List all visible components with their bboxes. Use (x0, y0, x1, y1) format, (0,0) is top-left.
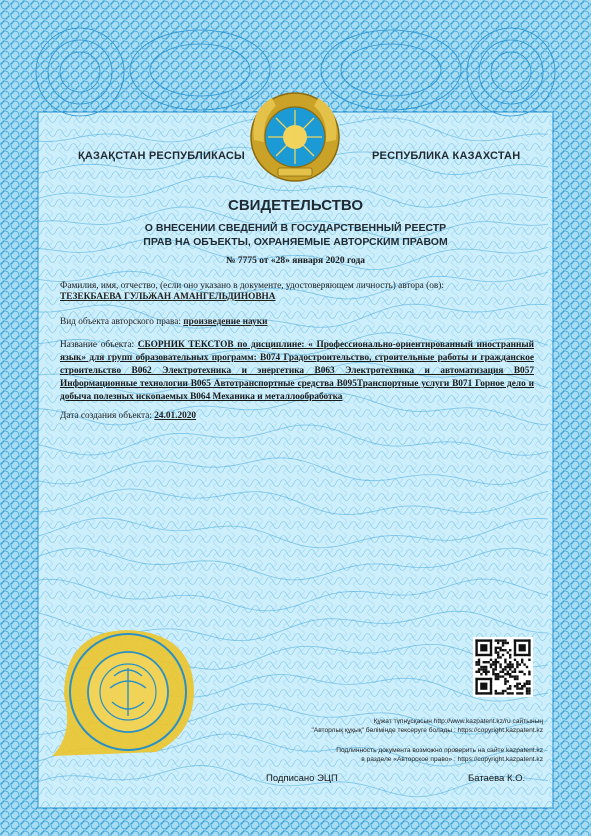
qr-module (504, 683, 506, 685)
qr-module (475, 678, 492, 680)
qr-module (516, 666, 518, 668)
country-name-russian: РЕСПУБЛИКА КАЗАХСТАН (372, 150, 521, 162)
qr-module (521, 685, 523, 687)
certificate-title: СВИДЕТЕЛЬСТВО (228, 197, 363, 214)
qr-module (490, 666, 492, 668)
qr-module (504, 666, 506, 668)
qr-module (475, 671, 477, 673)
qr-module (499, 692, 501, 694)
qr-module (526, 687, 528, 689)
qr-module (521, 661, 523, 663)
qr-module (526, 666, 528, 668)
creation-date-row (60, 411, 196, 421)
qr-module (502, 642, 504, 644)
qr-module (495, 666, 497, 668)
qr-module (504, 642, 506, 644)
qr-module (528, 687, 530, 689)
qr-module (492, 673, 494, 675)
qr-module (483, 668, 485, 670)
qr-module (499, 666, 501, 668)
qr-module (504, 649, 506, 651)
object-kind-value: произведение науки (183, 317, 268, 327)
qr-module (483, 671, 485, 673)
qr-module (495, 690, 497, 692)
qr-module (504, 668, 506, 670)
qr-module (495, 675, 497, 677)
qr-module (516, 661, 518, 663)
qr-module (502, 675, 504, 677)
qr-module (528, 680, 530, 682)
qr-module (514, 639, 516, 656)
qr-module (507, 673, 509, 675)
certificate-subtitle-line-1: О ВНЕСЕНИИ СВЕДЕНИЙ В ГОСУДАРСТВЕННЫЙ РЕЕСТР (144, 222, 447, 234)
qr-module (492, 671, 494, 673)
qr-module (499, 639, 501, 641)
qr-module (509, 654, 511, 656)
object-name-value: СБОРНИК ТЕКСТОВ по дисциплине: « Профессионально-ориентированный иностранный язык» для групп образовательных программ: В074 Градостроительство, строительные работы и гражданское строительство В062 Электротехника и энергетика В063 Электротехника и автоматизация В057 Информационные технологии В065 Автотранспортные средства В095Транспортные услуги В071 Горное дело и добыча полезных ископаемых В064 Механика и металлообработка (60, 340, 534, 402)
qr-module (475, 639, 477, 656)
qr-module (519, 644, 526, 651)
qr-module (516, 692, 518, 694)
qr-module (497, 692, 499, 694)
qr-module (499, 647, 501, 649)
qr-module (502, 644, 504, 646)
qr-module (521, 671, 523, 673)
qr-module (490, 678, 492, 695)
object-kind-label: Вид объекта авторского права: (60, 317, 181, 327)
qr-module (495, 647, 497, 649)
qr-module (475, 663, 477, 665)
qr-module (497, 642, 499, 644)
qr-module (492, 663, 494, 665)
qr-module (514, 675, 516, 677)
object-kind-row (60, 317, 267, 327)
qr-module (492, 661, 494, 663)
qr-module (497, 673, 499, 675)
qr-module (495, 663, 497, 665)
author-value: ТЕЗЕКБАЕВА ГУЛЬЖАН АМАНГЕЛЬДИНОВНА (60, 292, 276, 302)
qr-module (480, 683, 487, 690)
qr-module (514, 678, 516, 680)
institute-seal-icon (44, 624, 204, 762)
verification-note-kazakh (243, 718, 543, 735)
qr-module (485, 661, 487, 663)
qr-module (523, 663, 525, 665)
qr-module (526, 690, 528, 692)
qr-module (528, 671, 530, 673)
qr-module (511, 663, 513, 665)
qr-module (497, 678, 499, 680)
qr-module (519, 683, 521, 685)
qr-module (521, 659, 523, 661)
qr-module (504, 639, 506, 641)
qr-module (511, 671, 513, 673)
qr-module (490, 663, 492, 665)
qr-module (502, 692, 504, 694)
qr-module (475, 661, 477, 663)
qr-module (497, 656, 499, 658)
qr-module (528, 673, 530, 675)
qr-module (497, 654, 499, 656)
qr-module (485, 673, 487, 675)
qr-module (507, 666, 509, 668)
qr-module (487, 661, 489, 663)
qr-code-icon[interactable] (473, 637, 533, 697)
qr-module (504, 673, 506, 675)
qr-module (495, 668, 497, 670)
qr-module (497, 651, 499, 653)
qr-module (495, 659, 497, 661)
qr-module (478, 659, 480, 661)
qr-module (526, 683, 528, 685)
certificate-subtitle-line-2: ПРАВ НА ОБЪЕКТЫ, ОХРАНЯЕМЫЕ АВТОРСКИМ ПРАВОМ (143, 236, 448, 248)
qr-module (509, 687, 511, 689)
qr-module (478, 661, 480, 663)
qr-module (516, 685, 518, 687)
qr-module (519, 692, 521, 694)
qr-module (509, 685, 511, 687)
object-name-block (60, 339, 534, 404)
qr-module (504, 678, 506, 680)
qr-module (483, 661, 485, 663)
qr-module (495, 649, 497, 651)
qr-module (504, 680, 506, 682)
qr-module (499, 671, 501, 673)
qr-module (487, 671, 489, 673)
qr-module (480, 644, 487, 651)
qr-module (528, 659, 530, 661)
qr-module (475, 678, 477, 695)
qr-module (509, 692, 511, 694)
qr-module (509, 675, 511, 677)
qr-module (516, 683, 518, 685)
qr-module (495, 673, 497, 675)
qr-module (511, 666, 513, 668)
qr-module (497, 647, 499, 649)
qr-module (480, 668, 482, 670)
qr-module (495, 639, 497, 641)
qr-module (528, 639, 530, 656)
qr-module (519, 663, 521, 665)
verification-note-russian-line-2: в разделе «Авторское право» : https://copyright.kazpatent.kz (361, 755, 543, 763)
qr-module (502, 639, 504, 641)
qr-module (528, 690, 530, 692)
qr-module (519, 687, 521, 689)
qr-module (492, 668, 494, 670)
qr-module (497, 639, 499, 641)
qr-module (514, 639, 531, 641)
qr-module (499, 656, 501, 658)
qr-module (528, 683, 530, 685)
verification-note-russian (243, 747, 543, 764)
qr-module (502, 649, 504, 651)
qr-module (504, 661, 506, 663)
qr-module (523, 685, 525, 687)
qr-module (514, 659, 516, 661)
qr-module (504, 659, 506, 661)
qr-module (485, 671, 487, 673)
qr-module (509, 663, 511, 665)
qr-module (502, 654, 504, 656)
qr-module (490, 659, 492, 661)
qr-module (509, 661, 511, 663)
verification-note-kazakh-line-2: "Авторлық құқық" бөлімінде тексеруге болады : https://copyright.kazpatent.kz (311, 726, 543, 734)
qr-module (495, 692, 497, 694)
qr-module (480, 673, 482, 675)
qr-module (499, 675, 501, 677)
qr-module (497, 661, 499, 663)
qr-module (523, 683, 525, 685)
signatory-name: Батаева К.О. (468, 773, 526, 784)
qr-module (485, 668, 487, 670)
qr-module (516, 663, 518, 665)
qr-module (502, 671, 504, 673)
qr-module (490, 639, 492, 656)
qr-module (514, 668, 516, 670)
qr-module (504, 690, 506, 692)
qr-module (507, 651, 509, 653)
qr-module (507, 687, 509, 689)
qr-module (499, 663, 501, 665)
certificate-number: № 7775 от «28» января 2020 года (225, 256, 366, 266)
country-name-kazakh: ҚАЗАҚСТАН РЕСПУБЛИКАСЫ (78, 150, 245, 162)
qr-module (495, 651, 497, 653)
qr-module (521, 687, 523, 689)
qr-module (495, 661, 497, 663)
creation-date-label: Дата создания объекта: (60, 411, 152, 421)
qr-module (514, 654, 531, 656)
qr-module (497, 675, 499, 677)
qr-module (511, 692, 513, 694)
qr-module (478, 668, 480, 670)
qr-module (516, 687, 518, 689)
qr-module (507, 680, 509, 682)
qr-module (516, 678, 518, 680)
qr-module (507, 663, 509, 665)
qr-module (478, 671, 480, 673)
qr-module (509, 666, 511, 668)
qr-module (495, 678, 497, 680)
qr-module (521, 692, 523, 694)
qr-module (478, 663, 480, 665)
qr-module (502, 668, 504, 670)
qr-module (483, 666, 485, 668)
qr-module (475, 639, 492, 641)
qr-module (509, 656, 511, 658)
qr-module (519, 671, 521, 673)
qr-module (507, 692, 509, 694)
state-emblem-icon (248, 90, 342, 184)
qr-module (514, 685, 516, 687)
qr-module (526, 680, 528, 682)
qr-module (511, 675, 513, 677)
signed-label: Подписано ЭЦП (266, 773, 338, 784)
qr-module (499, 649, 501, 651)
qr-module (507, 642, 509, 644)
verification-note-russian-line-1: Подлинность документа возможно проверить на сайте kazpatent.kz (336, 747, 543, 754)
qr-module (516, 675, 518, 677)
qr-module (528, 692, 530, 694)
qr-module (509, 649, 511, 651)
qr-module (509, 673, 511, 675)
qr-module (523, 673, 525, 675)
creation-date-value: 24.01.2020 (154, 411, 197, 421)
qr-module (502, 690, 504, 692)
author-label: Фамилия, имя, отчество, (если оно указано в документе, удостоверяющем личность) автора (ов): (60, 281, 444, 291)
qr-module (485, 666, 487, 668)
qr-module (475, 654, 492, 656)
object-name-label: Название объекта: (60, 340, 135, 350)
qr-module (526, 692, 528, 694)
qr-module (509, 668, 511, 670)
qr-module (507, 671, 509, 673)
qr-module (514, 671, 516, 673)
verification-note-kazakh-line-1: Құжат түпнұсқасын http://www.kazpatent.kz/ru сайтының (373, 718, 543, 725)
qr-module (475, 692, 492, 694)
qr-module (480, 666, 482, 668)
